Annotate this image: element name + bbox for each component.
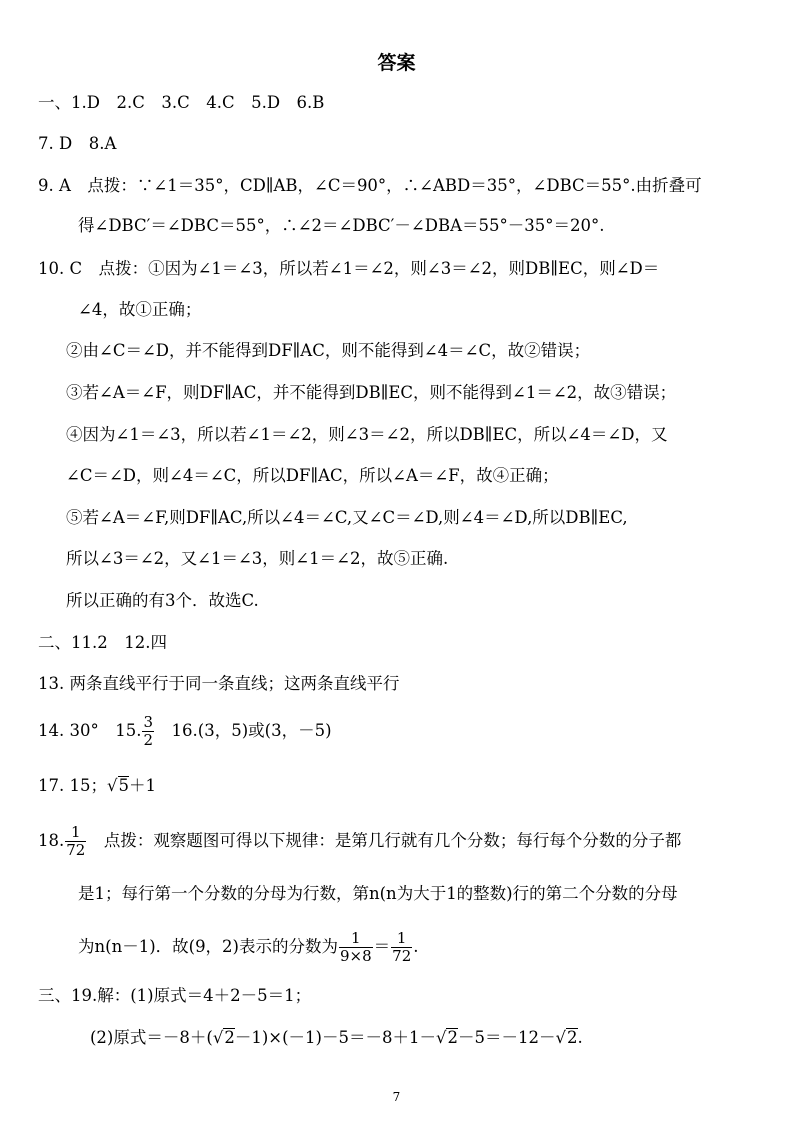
answer-line-q9-a: 9. A 点拨：∵∠1＝35°，CD∥AB，∠C＝90°，∴∠ABD＝35°，∠DBC＝55°.由折叠可 (38, 176, 702, 195)
fraction-numerator: 1 (65, 824, 86, 842)
answer-line-q10-e: ④因为∠1＝∠3，所以若∠1＝∠2，则∠3＝∠2，所以DB∥EC，所以∠4＝∠D，又 (66, 425, 668, 444)
fraction-denominator: 2 (143, 731, 154, 749)
page-number: 7 (392, 1090, 401, 1104)
q19-text-d: . (577, 1028, 583, 1047)
radicand: 2 (224, 1028, 235, 1047)
fraction-denominator: 72 (392, 947, 412, 965)
q16-text: 16.(3，5)或(3，－5) (155, 721, 332, 740)
page-title: 答案 (377, 52, 416, 74)
answer-line-q10-g: ⑤若∠A＝∠F,则DF∥AC,所以∠4＝∠C,又∠C＝∠D,则∠4＝∠D,所以DB∥EC, (66, 508, 628, 527)
answer-line-q14-16 (38, 714, 332, 749)
q18-number: 18. (38, 831, 65, 850)
fraction-three-halves (142, 714, 154, 749)
answer-line-q10-f: ∠C＝∠D，则∠4＝∠C，所以DF∥AC，所以∠A＝∠F，故④正确； (66, 466, 559, 485)
period: . (413, 937, 419, 956)
answer-line-q18-a (38, 824, 681, 859)
fraction-numerator: 1 (339, 930, 373, 948)
fraction-numerator: 3 (143, 713, 154, 731)
answer-line-q10-h: 所以∠3＝∠2，又∠1＝∠3，则∠1＝∠2，故⑤正确. (66, 549, 449, 568)
fraction-denominator: 72 (66, 841, 86, 859)
answer-line-q18-b: 是1；每行第一个分数的分母为行数，第n(n为大于1的整数)行的第二个分数的分母 (78, 884, 678, 903)
equals-sign: ＝ (373, 937, 391, 956)
radicand: 2 (447, 1028, 458, 1047)
q17-text: 17. 15； (38, 776, 107, 795)
answer-line-q19-a: 三、19.解：(1)原式＝4＋2－5＝1； (38, 986, 312, 1005)
fraction-one-72-result (391, 930, 412, 965)
q18-text-3: 为n(n－1)．故(9，2)表示的分数为 (78, 937, 338, 956)
q19-text-c: －5＝－12－ (457, 1028, 556, 1047)
sqrt-icon: √ (106, 776, 118, 795)
answer-line-q13: 13. 两条直线平行于同一条直线；这两条直线平行 (38, 674, 400, 693)
sqrt-icon: √ (555, 1028, 566, 1047)
sqrt-icon: √ (212, 1028, 224, 1047)
q18-text-1: 点拨：观察题图可得以下规律：是第几行就有几个分数；每行每个分数的分子都 (87, 831, 682, 850)
answer-line-q18-c (78, 930, 419, 965)
radicand: 5 (118, 776, 129, 795)
fraction-numerator: 1 (391, 930, 412, 948)
q19-text-a: (2)原式＝－8＋( (90, 1028, 213, 1047)
q17-tail: ＋1 (129, 776, 156, 795)
answer-line-q10-d: ③若∠A＝∠F，则DF∥AC，并不能得到DB∥EC，则不能得到∠1＝∠2，故③错误； (66, 383, 677, 402)
radicand: 2 (567, 1028, 578, 1047)
answer-line-q10-i: 所以正确的有3个．故选C. (66, 591, 259, 610)
q19-text-b: －1)×(－1)－5＝－8＋1－ (234, 1028, 436, 1047)
q14-text: 14. 30° 15. (38, 721, 142, 740)
answer-line-q17 (38, 775, 156, 797)
answer-line-q10-a: 10. C 点拨：①因为∠1＝∠3，所以若∠1＝∠2，则∠3＝∠2，则DB∥EC，则∠D＝ (38, 259, 660, 278)
fraction-denominator: 9×8 (340, 947, 372, 965)
answer-line-mc-1: 一、1.D 2.C 3.C 4.C 5.D 6.B (38, 93, 325, 112)
fraction-one-72 (65, 824, 86, 859)
answer-line-q10-c: ②由∠C＝∠D，并不能得到DF∥AC，则不能得到∠4＝∠C，故②错误； (66, 341, 591, 360)
fraction-one-over-9x8 (339, 930, 373, 965)
answer-line-q10-b: ∠4，故①正确； (78, 300, 202, 319)
answer-line-q9-b: 得∠DBC′＝∠DBC＝55°，∴∠2＝∠DBC′－∠DBA＝55°－35°＝20°. (78, 216, 605, 235)
answer-line-q19-b (90, 1027, 583, 1049)
answer-line-mc-2: 7. D 8.A (38, 134, 117, 153)
sqrt-icon: √ (435, 1028, 447, 1047)
answer-line-fill-1: 二、11.2 12.四 (38, 633, 167, 652)
